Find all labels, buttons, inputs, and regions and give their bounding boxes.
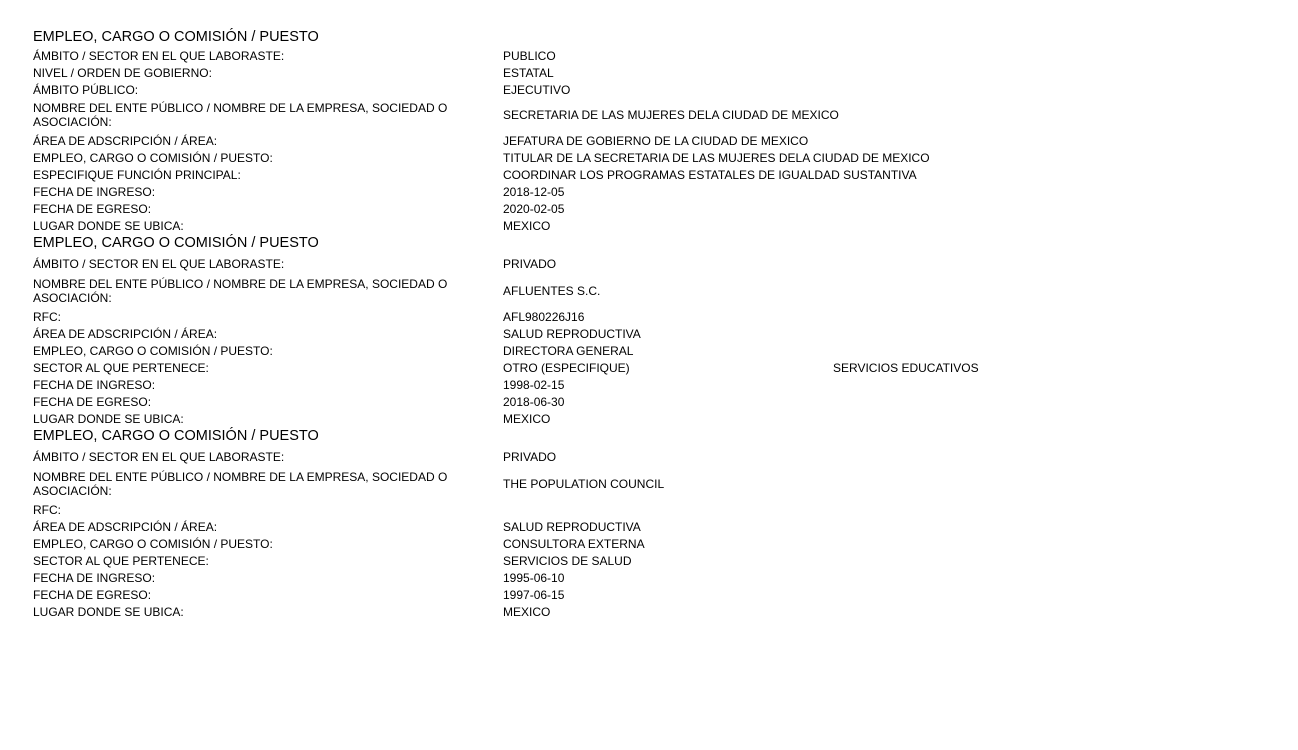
field-row [33,149,1273,166]
field-row [33,200,1273,217]
field-row [33,308,1273,325]
field-label: NOMBRE DEL ENTE PÚBLICO / NOMBRE DE LA EMPRESA, SOCIEDAD O ASOCIACIÓN: [33,277,448,305]
field-value: MEXICO [503,604,551,619]
field-row [33,217,1273,234]
field-value: SERVICIOS DE SALUD [503,553,632,568]
field-label: FECHA DE EGRESO: [33,394,152,409]
field-label: SECTOR AL QUE PERTENECE: [33,553,209,568]
section-title: EMPLEO, CARGO O COMISIÓN / PUESTO [33,235,319,251]
field-label: EMPLEO, CARGO O COMISIÓN / PUESTO: [33,536,273,551]
field-label: EMPLEO, CARGO O COMISIÓN / PUESTO: [33,343,273,358]
field-label: NOMBRE DEL ENTE PÚBLICO / NOMBRE DE LA EMPRESA, SOCIEDAD O ASOCIACIÓN: [33,470,448,498]
employment-section [33,234,1273,427]
field-value: 1997-06-15 [503,587,565,602]
field-row [33,603,1273,620]
field-value: AFL980226J16 [503,309,585,324]
field-value: CONSULTORA EXTERNA [503,536,645,551]
field-row [33,98,1273,132]
employment-section [33,427,1273,620]
field-row [33,535,1273,552]
field-value: COORDINAR LOS PROGRAMAS ESTATALES DE IGUALDAD SUSTANTIVA [503,167,917,182]
field-label: FECHA DE INGRESO: [33,377,156,392]
field-label: ÁMBITO / SECTOR EN EL QUE LABORASTE: [33,256,285,271]
field-value: THE POPULATION COUNCIL [503,477,665,491]
field-row [33,446,1273,467]
field-label: ÁREA DE ADSCRIPCIÓN / ÁREA: [33,133,218,148]
field-label: ÁREA DE ADSCRIPCIÓN / ÁREA: [33,326,218,341]
field-row [33,467,1273,501]
field-label: ÁMBITO PÚBLICO: [33,82,139,97]
field-row [33,586,1273,603]
field-label: RFC: [33,309,61,324]
field-row [33,569,1273,586]
field-value: 2020-02-05 [503,201,565,216]
field-row [33,166,1273,183]
field-label: FECHA DE INGRESO: [33,570,156,585]
field-value: JEFATURA DE GOBIERNO DE LA CIUDAD DE MEXICO [503,133,809,148]
field-value: 1998-02-15 [503,377,565,392]
field-value: MEXICO [503,218,551,233]
field-row [33,47,1273,64]
field-value: DIRECTORA GENERAL [503,343,634,358]
field-label: FECHA DE EGRESO: [33,201,152,216]
field-row [33,376,1273,393]
field-label: ÁMBITO / SECTOR EN EL QUE LABORASTE: [33,449,285,464]
field-value: EJECUTIVO [503,82,571,97]
field-row [33,274,1273,308]
field-value: SALUD REPRODUCTIVA [503,326,641,341]
field-value: 2018-06-30 [503,394,565,409]
field-label: SECTOR AL QUE PERTENECE: [33,360,209,375]
field-row [33,81,1273,98]
field-value: SECRETARIA DE LAS MUJERES DELA CIUDAD DE MEXICO [503,108,839,122]
field-label: LUGAR DONDE SE UBICA: [33,604,184,619]
field-row [33,410,1273,427]
field-label: ÁMBITO / SECTOR EN EL QUE LABORASTE: [33,48,285,63]
field-label: RFC: [33,502,61,517]
field-label: LUGAR DONDE SE UBICA: [33,218,184,233]
field-label: FECHA DE EGRESO: [33,587,152,602]
field-value: PUBLICO [503,48,556,63]
field-value: 1995-06-10 [503,570,565,585]
field-value: PRIVADO [503,449,557,464]
field-row [33,253,1273,274]
field-label: EMPLEO, CARGO O COMISIÓN / PUESTO: [33,150,273,165]
field-label: NIVEL / ORDEN DE GOBIERNO: [33,65,212,80]
employment-history-document [33,28,1273,620]
field-row [33,552,1273,569]
field-row [33,359,1273,376]
field-value: 2018-12-05 [503,184,565,199]
field-row [33,183,1273,200]
field-value: MEXICO [503,411,551,426]
field-row [33,325,1273,342]
section-title: EMPLEO, CARGO O COMISIÓN / PUESTO [33,29,319,45]
field-value: PRIVADO [503,256,557,271]
section-title: EMPLEO, CARGO O COMISIÓN / PUESTO [33,428,319,444]
field-row [33,342,1273,359]
field-value: OTRO (ESPECIFIQUE) [503,360,630,375]
field-value: ESTATAL [503,65,554,80]
field-row [33,393,1273,410]
field-value: SALUD REPRODUCTIVA [503,519,641,534]
field-label: ÁREA DE ADSCRIPCIÓN / ÁREA: [33,519,218,534]
field-row [33,132,1273,149]
employment-section [33,28,1273,234]
field-label: NOMBRE DEL ENTE PÚBLICO / NOMBRE DE LA EMPRESA, SOCIEDAD O ASOCIACIÓN: [33,101,448,129]
field-value: AFLUENTES S.C. [503,284,601,298]
field-label: FECHA DE INGRESO: [33,184,156,199]
field-label: ESPECIFIQUE FUNCIÓN PRINCIPAL: [33,167,241,182]
field-row [33,518,1273,535]
field-row [33,64,1273,81]
field-extra-value: SERVICIOS EDUCATIVOS [833,360,979,375]
field-row [33,501,1273,518]
field-value: TITULAR DE LA SECRETARIA DE LAS MUJERES DELA CIUDAD DE MEXICO [503,150,930,165]
field-label: LUGAR DONDE SE UBICA: [33,411,184,426]
